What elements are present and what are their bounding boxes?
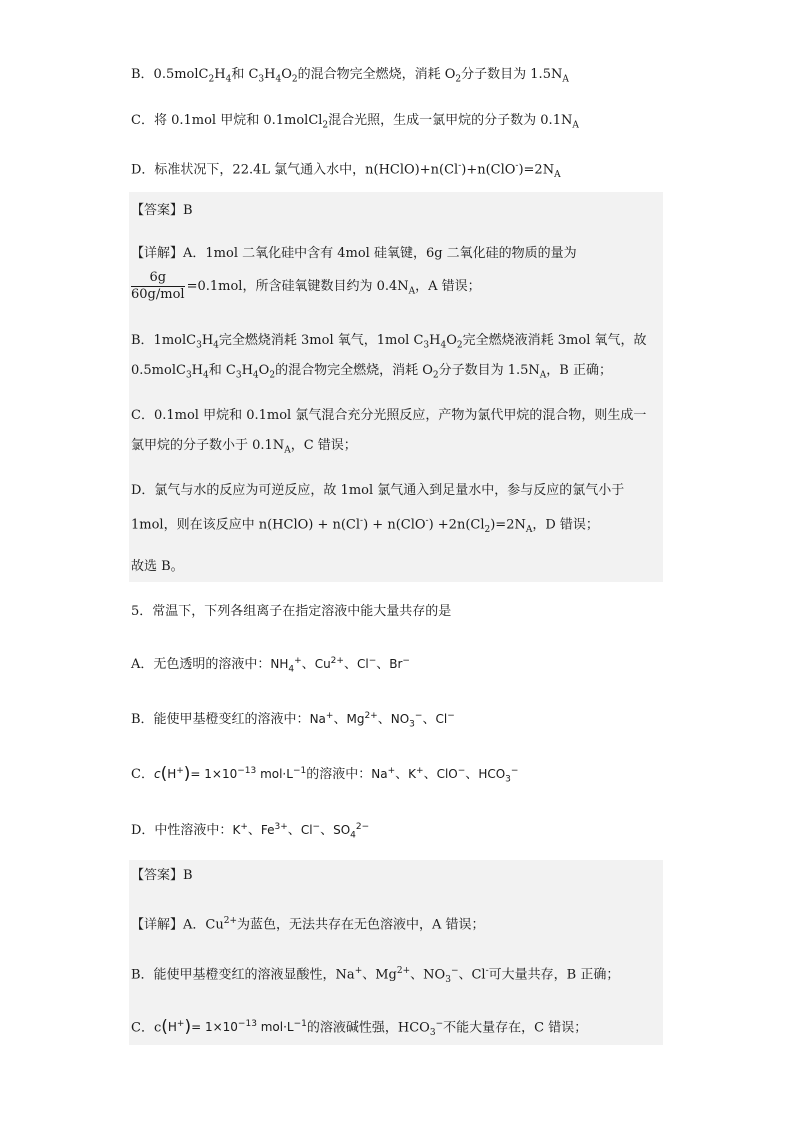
- detail2-b: B．能使甲基橙变红的溶液显酸性，Na+、$Mg^{2+}$、$NO_3^-$、Cl-可大量共存，B 正确；: [131, 966, 620, 985]
- detail2-c: C．$c(H^+)= 1\times 10^{-13}$ $mol\cdot L^{-1}$的溶液碱性强，$HCO_3^-$不能大量存在，C 错误；: [131, 1017, 588, 1038]
- q5-stem: 5．常温下，下列各组离子在指定溶液中能大量共存的是: [131, 604, 452, 619]
- detail1-b-line1: B．$1molC_3H_4$完全燃烧消耗 3mol 氧气，1mol $C_3H_4O_2$完全燃烧液消耗 3mol 氧气，故: [131, 333, 647, 351]
- q4-option-c: C．将 0.1mol 甲烷和 0.1molCl$_2$混合光照，生成一氯甲烷的分子数为 $0.1N_A$: [131, 113, 579, 131]
- detail1-d-line2: 1mol，则在该反应中 n(HClO) + $n(Cl^-) + n(ClO^-) +2n(Cl_2)=2N_A$，D 错误；: [131, 516, 599, 535]
- detail1-a-line1: 【详解】A．1mol 二氧化硅中含有 4mol 硅氧键，6g 二氧化硅的物质的量为: [131, 246, 577, 261]
- q5-option-d: D．中性溶液中：K+、$Fe^{3+}$、Cl−、$SO_4^{2-}$: [131, 822, 370, 841]
- detail1-d-line1: D．氯气与水的反应为可逆反应，故 1mol 氯气通入到足量水中，参与反应的氯气小于: [131, 483, 625, 498]
- q5-option-b: B．能使甲基橙变红的溶液中：Na+、$Mg^{2+}$、$NO_3^-$、Cl−: [131, 711, 455, 730]
- detail1-conclusion: 故选 B。: [131, 559, 184, 574]
- detail1-a-line2: $\frac{6g}{\text{60g/mol}}$ =0.1mol，所含硅氧键数目约为 $0.4N_A$，A 错误；: [131, 270, 481, 302]
- q4-option-d: D．标准状况下，22.4L 氯气通入水中，$n(HClO)+n(Cl^-)+n(ClO^-)=2N_A$: [131, 161, 561, 180]
- q5-option-a: A．无色透明的溶液中：$NH_4^+$、$Cu^{2+}$、Cl−、Br−: [131, 656, 410, 675]
- fraction: $\frac{6g}{\text{60g/mol}}$: [131, 270, 185, 302]
- answer-label-1: 【答案】B: [131, 203, 193, 218]
- q5-option-c: C．$c(H^+)= 1\times 10^{-13}$ $mol\cdot L^{-1}$的溶液中：Na+、K+、ClO−、$HCO_3^-$: [131, 764, 519, 785]
- detail1-c-line2: 氯甲烷的分子数小于 $0.1N_A$，C 错误；: [131, 438, 357, 456]
- answer-label-2: 【答案】B: [131, 868, 193, 883]
- detail2-a: 【详解】A．$Cu^{2+}$为蓝色，无法共存在无色溶液中，A 错误；: [131, 916, 485, 933]
- detail1-b-line2: $0.5molC_3H_4$和 $C_3H_4O_2$的混合物完全燃烧，消耗 $O_2$分子数目为 $1.5N_A$，B 正确；: [131, 363, 612, 381]
- q4-option-b: B．$0.5molC_2H_4$和 $C_3H_4O_2$的混合物完全燃烧，消耗 $O_2$分子数目为 $1.5N_A$: [131, 67, 569, 85]
- detail1-c-line1: C．0.1mol 甲烷和 0.1mol 氯气混合充分光照反应，产物为氯代甲烷的混合物，则生成一: [131, 408, 647, 423]
